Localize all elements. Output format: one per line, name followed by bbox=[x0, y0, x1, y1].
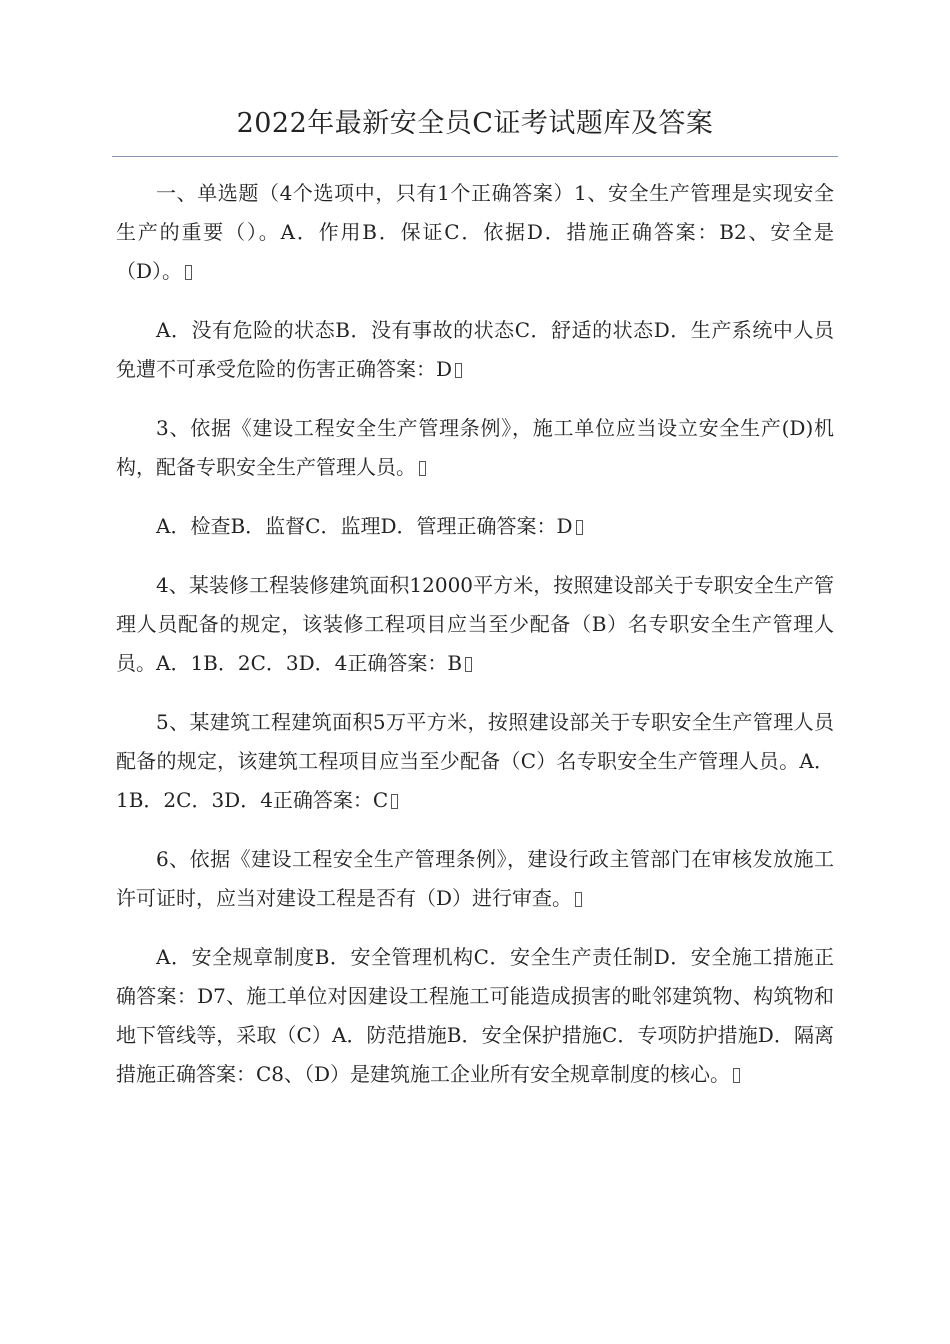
paragraph-mark-icon bbox=[465, 657, 472, 672]
paragraph-text: 4、某装修工程装修建筑面积12000平方米，按照建设部关于专职安全生产管理人员配备的规定，该装修工程项目应当至少配备（B）名专职安全生产管理人员。A．1B．2C．3D．4正确答案：B bbox=[116, 573, 834, 675]
paragraph-mark-icon bbox=[419, 461, 426, 476]
paragraph-text: 一、单选题（4个选项中，只有1个正确答案）1、安全生产管理是实现安全生产的重要（）。A．作用B．保证C．依据D．措施正确答案：B2、安全是（D）。 bbox=[116, 181, 834, 283]
paragraph-text: 6、依据《建设工程安全生产管理条例》，建设行政主管部门在审核发放施工许可证时，应当对建设工程是否有（D）进行审查。 bbox=[116, 847, 834, 910]
paragraph bbox=[116, 409, 834, 487]
paragraph-mark-icon bbox=[575, 892, 582, 907]
paragraph-text: A．检查B．监督C．监理D．管理正确答案：D bbox=[156, 514, 573, 538]
paragraph bbox=[116, 174, 834, 291]
paragraph-mark-icon bbox=[185, 265, 192, 280]
paragraph-text: 3、依据《建设工程安全生产管理条例》，施工单位应当设立安全生产(D)机构，配备专职安全生产管理人员。 bbox=[116, 416, 834, 479]
paragraph-text: A．没有危险的状态B．没有事故的状态C．舒适的状态D．生产系统中人员免遭不可承受危险的伤害正确答案：D bbox=[116, 318, 834, 381]
paragraph-mark-icon bbox=[733, 1068, 740, 1083]
paragraph-mark-icon bbox=[391, 794, 398, 809]
paragraph bbox=[116, 938, 834, 1094]
paragraph-text: A．安全规章制度B．安全管理机构C．安全生产责任制D．安全施工措施正确答案：D7、施工单位对因建设工程施工可能造成损害的毗邻建筑物、构筑物和地下管线等，采取（C）A．防范措施B．安全保护措施C．专项防护措施D．隔离措施正确答案：C8、（D）是建筑施工企业所有安全规章制度的核心。 bbox=[116, 945, 834, 1086]
document-title: 2022年最新安全员C证考试题库及答案 bbox=[236, 108, 714, 139]
paragraph bbox=[116, 703, 834, 820]
title-divider bbox=[112, 156, 838, 157]
paragraph-mark-icon bbox=[576, 520, 583, 535]
paragraph bbox=[116, 311, 834, 389]
paragraph bbox=[116, 566, 834, 683]
paragraph-mark-icon bbox=[455, 363, 462, 378]
paragraph bbox=[116, 840, 834, 918]
paragraph-text: 5、某建筑工程建筑面积5万平方米，按照建设部关于专职安全生产管理人员配备的规定，该建筑工程项目应当至少配备（C）名专职安全生产管理人员。A．1B．2C．3D．4正确答案：C bbox=[116, 710, 834, 812]
paragraph bbox=[116, 507, 834, 546]
document-body bbox=[116, 174, 834, 1114]
